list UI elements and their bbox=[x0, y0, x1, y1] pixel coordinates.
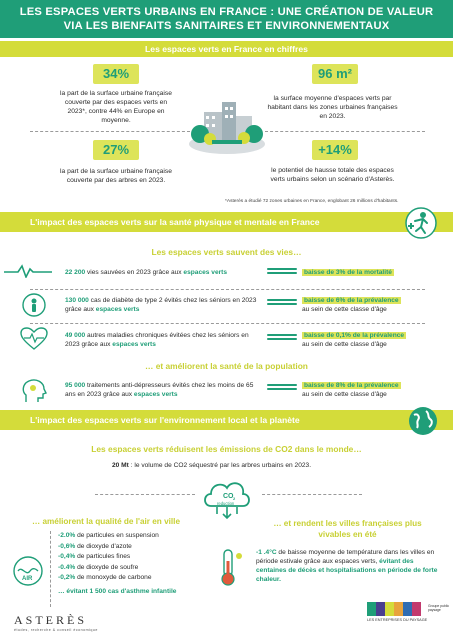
row1-desc: vies sauvées en 2023 grâce aux bbox=[85, 269, 184, 276]
section2-subtitle2: … et améliorent la santé de la population bbox=[145, 361, 308, 371]
row1-tag: baisse de 3% de la mortalité bbox=[304, 269, 392, 276]
air-item-text: de particules fines bbox=[75, 553, 131, 561]
entreprises-logo-text: LES ENTREPRISES DU PAYSAGE bbox=[367, 618, 428, 622]
stat4-value: +14% bbox=[312, 140, 358, 160]
entreprises-logo-side: Groupe public paysage bbox=[428, 604, 450, 613]
section3-band bbox=[0, 410, 453, 430]
logo-block bbox=[385, 602, 394, 616]
air-footer bbox=[58, 587, 176, 596]
logo-block bbox=[403, 602, 412, 616]
divider bbox=[30, 289, 425, 290]
stat1-value: 34% bbox=[93, 64, 139, 84]
air-quality-icon bbox=[12, 555, 44, 587]
asteres-logo-sub: études, recherche & conseil économique bbox=[14, 628, 98, 632]
air-item bbox=[58, 573, 159, 584]
row2-tag: baisse de 6% de la prévalence bbox=[304, 297, 399, 304]
row4-text bbox=[65, 381, 265, 399]
equals-bars-icon bbox=[267, 268, 297, 278]
logo-block bbox=[412, 602, 421, 616]
co2-reduction-cloud-icon bbox=[201, 476, 253, 520]
row2-value: 130 000 bbox=[65, 297, 89, 304]
city-park-illustration-icon bbox=[186, 92, 268, 162]
heart-pulse-icon bbox=[20, 327, 48, 351]
row3-value: 49 000 bbox=[65, 332, 86, 339]
logo-color-blocks bbox=[367, 602, 427, 616]
cool-value: -1 .4°C bbox=[256, 549, 277, 556]
section1-title: Les espaces verts en France en chiffres bbox=[145, 44, 308, 54]
header-title-line1: LES ESPACES VERTS URBAINS EN FRANCE : UNE CRÉATION DE VALEUR bbox=[19, 6, 434, 18]
cool-title bbox=[255, 518, 440, 540]
section2-title: L'impact des espaces verts sur la santé physique et mentale en France bbox=[30, 217, 320, 227]
asteres-logo-text: ASTERÈS bbox=[14, 613, 88, 627]
row3-em: espaces verts bbox=[112, 341, 156, 348]
header-title-line2: VIA LES BIENFAITS SANITAIRES ET ENVIRONNEMENTAUX bbox=[63, 20, 390, 32]
air-item bbox=[58, 552, 159, 563]
row2-desc: cas de diabète de type 2 évités chez les séniors en 2023 grâce aux bbox=[65, 297, 257, 313]
equals-bars-icon bbox=[267, 334, 297, 344]
heartbeat-line-icon bbox=[4, 264, 52, 278]
co2-badge-text: CO bbox=[223, 493, 234, 500]
air-item-value: -0,4% bbox=[58, 553, 76, 561]
row1-em: espaces verts bbox=[183, 269, 228, 276]
row4-em: espaces verts bbox=[133, 391, 178, 398]
senior-person-icon bbox=[22, 293, 46, 317]
air-title: … améliorent la qualité de l'air en ville bbox=[32, 517, 181, 526]
co2-text bbox=[112, 461, 392, 470]
logo-block bbox=[394, 602, 403, 616]
divider bbox=[265, 131, 425, 132]
row4-result bbox=[302, 381, 401, 399]
cool-desc: de baisse moyenne de température dans les villes en période estivale grâce aux espaces verts, bbox=[256, 549, 435, 565]
stat2-value: 96 m² bbox=[312, 64, 358, 84]
air-item-text: de dioxyde de soufre bbox=[75, 563, 139, 571]
row4-tag: baisse de 8% de la prévalence bbox=[304, 382, 399, 389]
logo-block bbox=[376, 602, 385, 616]
row3-tag: baisse de 0,1% de la prévalence bbox=[304, 332, 405, 339]
air-item-text: de particules en suspension bbox=[75, 532, 159, 539]
section2-subtitle1: Les espaces verts sauvent des vies… bbox=[151, 247, 302, 257]
section1-band bbox=[0, 41, 453, 57]
section1-footnote: *Asterès a étudié 72 zones urbaines en France, englobant 26 millions d'habitants. bbox=[225, 199, 399, 204]
air-item bbox=[58, 542, 159, 553]
divider bbox=[30, 131, 190, 132]
co2-value: 20 Mt bbox=[112, 462, 129, 469]
row2-em: espaces verts bbox=[95, 306, 140, 313]
divider bbox=[50, 531, 51, 607]
row2-text bbox=[65, 296, 265, 314]
air-footer-text: … évitant 1 500 cas d'asthme infantile bbox=[58, 588, 177, 595]
cool-title-line1: … et rendent les villes françaises plus bbox=[273, 519, 422, 528]
row1-result bbox=[302, 268, 394, 277]
co2-desc: : le volume de CO2 séquestré par les arbres urbains en 2023. bbox=[128, 462, 312, 469]
divider bbox=[30, 323, 425, 324]
air-item bbox=[58, 563, 159, 574]
earth-globe-icon bbox=[408, 406, 438, 436]
air-item-value: -0,6% bbox=[58, 542, 76, 550]
air-list bbox=[58, 531, 159, 584]
co2-badge-label: reduction bbox=[217, 501, 235, 506]
cool-bold: évitant des centaines de décès et hospitalisations en période de forte chaleur. bbox=[256, 558, 438, 583]
air-icon-label: AIR bbox=[22, 576, 33, 582]
row1-value: 22 200 bbox=[65, 269, 86, 276]
entreprises-paysage-logo bbox=[367, 602, 427, 622]
stat3-value: 27% bbox=[93, 140, 139, 160]
row3-desc: autres maladies chroniques évitées chez les séniors en 2023 grâce aux bbox=[65, 332, 249, 348]
healthy-person-icon bbox=[405, 207, 437, 239]
row1-text bbox=[65, 268, 270, 277]
air-item-value: -2.0% bbox=[58, 532, 76, 539]
equals-bars-icon bbox=[267, 384, 297, 394]
section3-title: L'impact des espaces verts sur l'environnement local et la planète bbox=[30, 415, 300, 425]
stat4-text: le potentiel de hausse totale des espaces verts urbains selon un scénario d'Asterès. bbox=[270, 167, 395, 183]
divider bbox=[262, 494, 362, 495]
row3-text bbox=[65, 331, 265, 349]
co2-badge-subscript: 2 bbox=[233, 496, 236, 501]
row4-desc: traitements anti-dépresseurs évités chez les moins de 65 ans en 2023 grâce aux bbox=[65, 382, 254, 398]
row3-result bbox=[302, 331, 406, 349]
stat1-text: la part de la surface urbaine française couverte par des espaces verts en 2023*, contre 44% en Europe en moyenne. bbox=[60, 90, 172, 124]
cool-title-line2: vivables en été bbox=[318, 530, 377, 539]
divider bbox=[95, 494, 195, 495]
row2-result bbox=[302, 296, 401, 314]
asteres-logo bbox=[14, 613, 98, 632]
section3-subtitle: Les espaces verts réduisent les émissions de CO2 dans le monde… bbox=[91, 444, 362, 454]
row3-after: au sein de cette classe d'âge bbox=[302, 341, 387, 348]
thermometer-icon bbox=[214, 547, 246, 587]
row2-after: au sein de cette classe d'âge bbox=[302, 306, 387, 313]
logo-block bbox=[367, 602, 376, 616]
stat3-text: la part de la surface urbaine française couverte par des arbres en 2023. bbox=[60, 168, 172, 184]
row4-after: au sein de cette classe d'âge bbox=[302, 391, 387, 398]
row4-value: 95 000 bbox=[65, 382, 86, 389]
mental-health-head-icon bbox=[20, 378, 48, 404]
section2-band bbox=[0, 212, 453, 232]
air-item-text: de monoxyde de carbone bbox=[75, 574, 152, 582]
stat2-text: la surface moyenne d'espaces verts par habitant dans les zones urbaines françaises en 2023. bbox=[267, 95, 398, 120]
equals-bars-icon bbox=[267, 299, 297, 309]
air-item-text: de dioxyde d'azote bbox=[75, 542, 132, 550]
air-item-value: -0,2% bbox=[58, 574, 76, 582]
air-item bbox=[58, 531, 159, 542]
page-header bbox=[0, 0, 453, 38]
cool-text bbox=[256, 548, 441, 584]
air-item-value: -0.4% bbox=[58, 563, 76, 571]
